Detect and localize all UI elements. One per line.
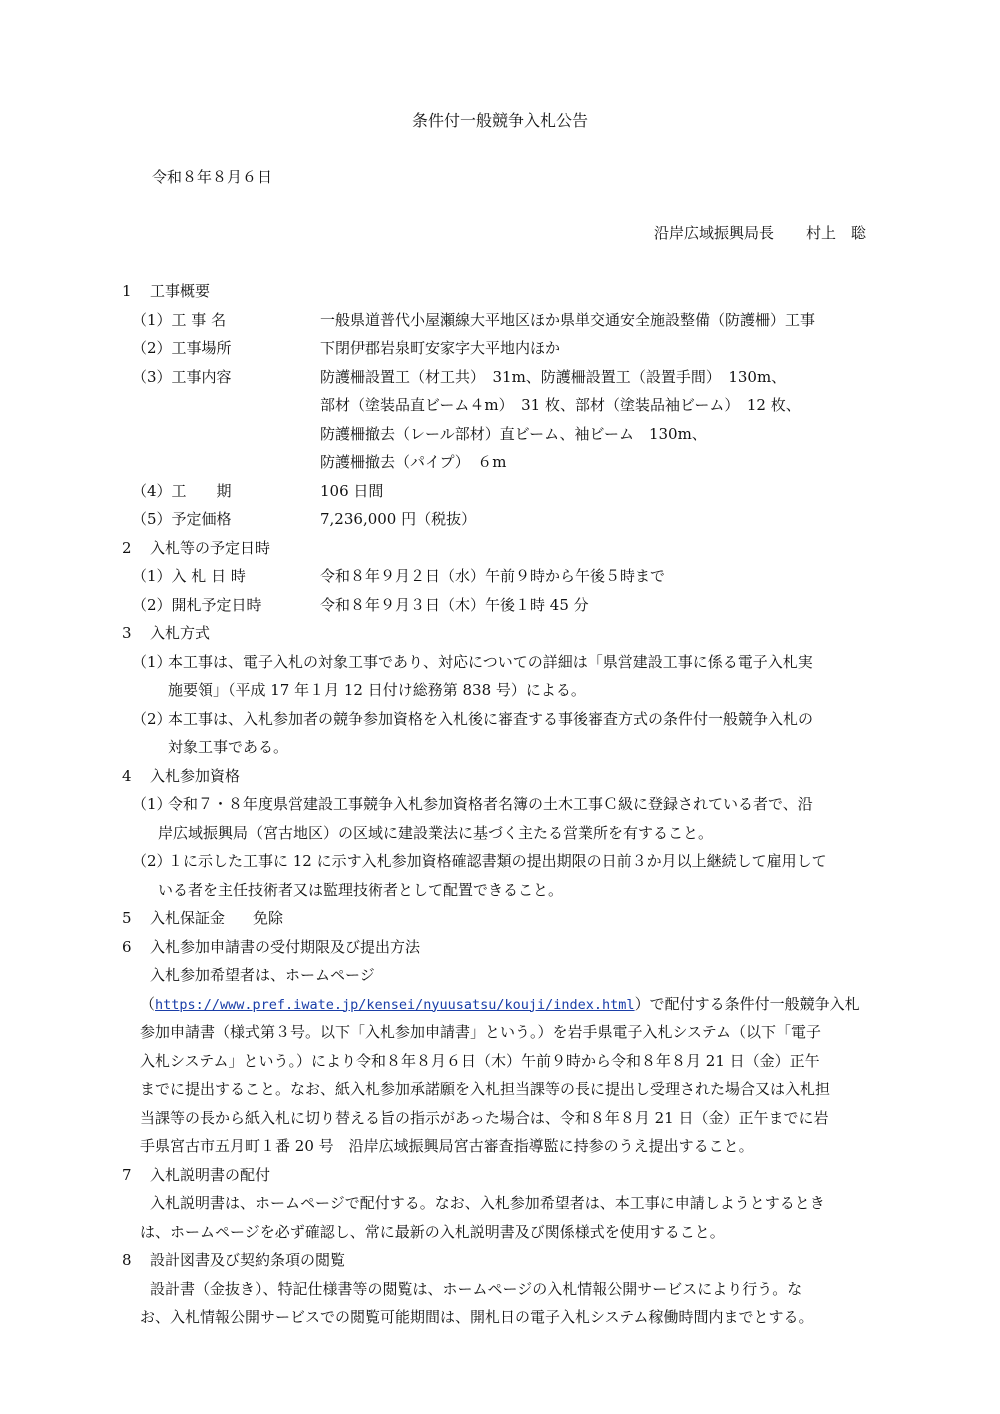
s4-para-2: （2） １に示した工事に 12 に示す入札参加資格確認書類の提出期限の日前３か月以上継続して雇用して xyxy=(132,852,827,870)
s8-line-1: 設計書（金抜き）、特記仕様書等の閲覧は、ホームページの入札情報公開サービスにより行う。な xyxy=(150,1279,803,1298)
homepage-link[interactable]: https://www.pref.iwate.jp/kensei/nyuusatsu/kouji/index.html xyxy=(155,996,635,1013)
document-title: 条件付一般競争入札公告 xyxy=(411,111,588,130)
s1-item-3-cont-1: 部材（塗装品直ビーム４m） 31 枚、部材（塗装品袖ビーム） 12 枚、 xyxy=(320,396,801,414)
s3-para-2: （2） 本工事は、入札参加者の競争参加資格を入札後に審査する事後審査方式の条件付一般競争入札の xyxy=(132,709,814,728)
section-6-heading: 6 入札参加申請書の受付期限及び提出方法 xyxy=(122,937,421,956)
section-2-heading: 2 入札等の予定日時 xyxy=(122,538,271,557)
s6-line-2: （https://www.pref.iwate.jp/kensei/nyuusatsu/kouji/index.html）で配付する条件付一般競争入札 xyxy=(140,994,860,1013)
s6-line-5: までに提出すること。なお、紙入札参加承諾願を入札担当課等の長に提出し受理された場合又は入札担 xyxy=(140,1080,831,1098)
s6-line-3: 参加申請書（様式第３号。以下「入札参加申請書」という。）を岩手県電子入札システム（以下「電子 xyxy=(140,1023,822,1041)
s6-line-6: 当課等の長から紙入札に切り替える旨の指示があった場合は、令和８年８月 21 日（金）正午までに岩 xyxy=(140,1108,829,1127)
section-3-heading: 3 入札方式 xyxy=(122,624,211,642)
issuer xyxy=(654,222,866,243)
deposit-value: 免除 xyxy=(253,909,284,927)
section-7-heading: 7 入札説明書の配付 xyxy=(122,1165,271,1184)
s4-para-2-cont: いる者を主任技術者又は監理技術者として配置できること。 xyxy=(158,880,564,899)
section-4-heading: 4 入札参加資格 xyxy=(122,766,241,785)
s2-item-2: （2）開札予定日時 令和８年９月３日（木）午後１時 45 分 xyxy=(132,595,589,614)
issuer-org: 沿岸広域振興局長 xyxy=(653,224,774,242)
s6-line-1: 入札参加希望者は、ホームページ xyxy=(150,966,375,984)
s1-item-3-cont-3: 防護柵撤去（パイプ） ６m xyxy=(320,453,507,471)
s2-item-1: （1）入 札 日 時 令和８年９月２日（水）午前９時から午後５時まで xyxy=(132,567,666,585)
s6-line-7: 手県宮古市五月町１番 20 号 沿岸広域振興局宮古審査指導監に持参のうえ提出すること。 xyxy=(140,1137,754,1155)
s3-para-1-cont: 施要領」（平成 17 年１月 12 日付け総務第 838 号）による。 xyxy=(168,681,586,699)
s6-line-4: 入札システム」という。）により令和８年８月６日（木）午前９時から令和８年８月 21 日（金）正午 xyxy=(140,1051,820,1070)
s1-item-3-cont-2: 防護柵撤去（レール部材）直ビーム、袖ビーム 130m、 xyxy=(320,424,707,443)
s1-item-5: （5）予定価格 7,236,000 円（税抜） xyxy=(132,510,477,528)
section-8-heading: 8 設計図書及び契約条項の閲覧 xyxy=(122,1251,346,1269)
s4-para-1: （1） 令和７・８年度県営建設工事競争入札参加資格者名簿の土木工事Ｃ級に登録されている者で、沿 xyxy=(132,795,813,813)
s7-line-2: は、ホームページを必ず確認し、常に最新の入札説明書及び関係様式を使用すること。 xyxy=(140,1222,725,1241)
s8-line-2: お、入札情報公開サービスでの閲覧可能期間は、開札日の電子入札システム稼働時間内までとする。 xyxy=(140,1308,814,1326)
s1-item-3: （3）工事内容 防護柵設置工（材工共） 31m、防護柵設置工（設置手間） 130m、 xyxy=(132,367,787,386)
s4-para-1-cont: 岸広域振興局（宮古地区）の区域に建設業法に基づく主たる営業所を有すること。 xyxy=(158,823,714,842)
issuer-name: 村上 聡 xyxy=(805,224,866,242)
s1-item-2: （2）工事場所 下閉伊郡岩泉町安家字大平地内ほか xyxy=(132,339,561,357)
section-1-heading: 1 工事概要 xyxy=(122,282,211,300)
s3-para-2-cont: 対象工事である。 xyxy=(168,738,289,756)
s1-item-1: （1）工 事 名 一般県道普代小屋瀬線大平地区ほか県単交通安全施設整備（防護柵）工事 xyxy=(132,310,816,329)
document-body xyxy=(122,277,882,1332)
s7-line-1: 入札説明書は、ホームページで配付する。なお、入札参加希望者は、本工事に申請しようとするとき xyxy=(150,1194,825,1212)
s3-para-1: （1） 本工事は、電子入札の対象工事であり、対応についての詳細は「県営建設工事に係る電子入札実 xyxy=(132,652,813,671)
section-5-heading: 5 入札保証金 免除 xyxy=(122,909,284,927)
s1-item-4: （4）工 期 106 日間 xyxy=(132,481,384,500)
document-date: 令和８年８月６日 xyxy=(152,168,273,186)
